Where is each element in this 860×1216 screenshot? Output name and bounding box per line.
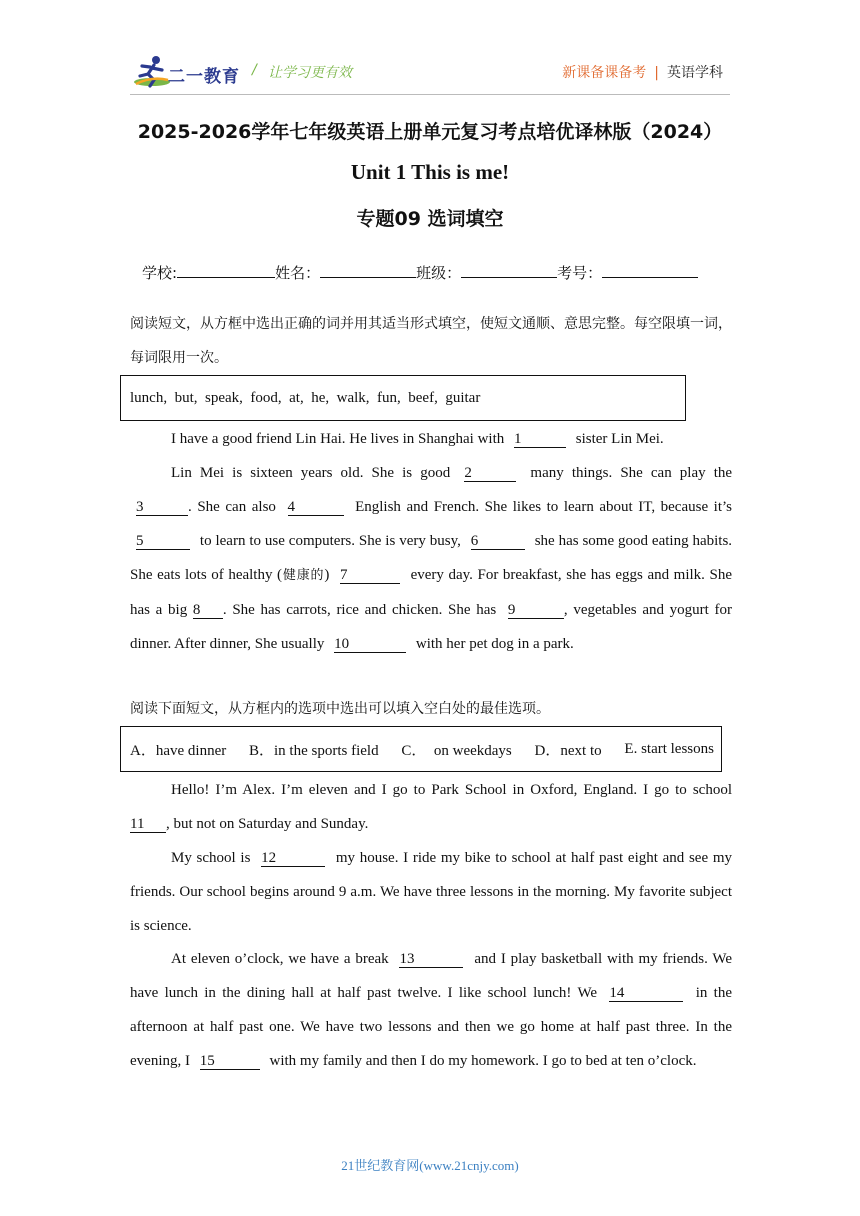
option-a: A．have dinner [130,742,227,759]
text-span: Hello! I’m Alex. I’m eleven and I go to Park School in Oxford, England. I go to school [171,782,732,798]
text-span: many things. She can play the [530,465,733,481]
blank-6[interactable]: 6 [471,533,525,550]
text-span: I have a good friend Lin Hai. He lives in Shanghai with [171,431,505,447]
header-divider: | [654,65,659,81]
text-span: At eleven o’clock, we have a break [171,951,389,967]
blank-9[interactable]: 9 [508,602,564,619]
section2-instruction: 阅读下面短文，从方框内的选项中选出可以填入空白处的最佳选项。 [130,701,550,717]
header-subject-label: 英语学科 [667,65,723,81]
school-label: 学校: [142,264,178,282]
slogan-separator: / [252,62,257,78]
header-course-label: 新课备课备考 [562,65,647,81]
exam-number-label: 考号： [557,264,603,282]
text-span: with my family and then I do my homework. I go to bed at ten o’clock. [269,1053,697,1069]
text-span: my house. I ride my bike to school at half past eight and see my friends. Our school begins around 9 a.m. We have three lessons in the morning. My favorite subject is science. [130,850,732,934]
name-label: 姓名： [275,264,321,282]
blank-12[interactable]: 12 [261,850,325,867]
blank-14[interactable]: 14 [609,985,683,1002]
text-span: My school is [171,850,251,866]
option-d: D．next to [534,742,602,759]
chinese-gloss: 健康的 [282,568,325,583]
text-span: Lin Mei is sixteen years old. She is good [171,465,451,481]
text-span: ) [324,567,330,583]
text-span: with her pet dog in a park. [415,636,574,652]
option-b: B．in the sports field [249,742,379,759]
text-span: , but not on Saturday and Sunday. [166,816,369,832]
blank-15[interactable]: 15 [200,1053,260,1070]
blank-11[interactable]: 11 [130,816,166,833]
text-span: . She can also [188,499,276,515]
text-span: she has some good eating habits. She eats lots of healthy ( [130,533,733,583]
blank-1[interactable]: 1 [514,431,566,448]
blank-13[interactable]: 13 [399,951,463,968]
text-span: to learn to use computers. She is very busy, [199,533,461,549]
header-right [562,62,723,82]
blank-5[interactable]: 5 [136,533,190,550]
topic-title: 专题09 选词填空 [356,208,504,230]
section2-option-box [120,726,722,772]
exam-number-blank[interactable] [602,263,698,278]
blank-7[interactable]: 7 [340,567,400,584]
class-label: 班级： [416,264,462,282]
blank-4[interactable]: 4 [288,499,344,516]
blank-8[interactable]: 8 [193,602,223,619]
text-span: sister Lin Mei. [575,431,664,447]
student-info-line [142,262,698,283]
school-blank[interactable] [177,263,275,278]
section1-paragraph-1 [130,422,732,456]
slogan: 让学习更有效 [268,65,352,81]
blank-10[interactable]: 10 [334,636,406,653]
page-footer[interactable]: 21世纪教育网(www.21cnjy.com) [341,1158,519,1173]
header-rule [130,94,730,95]
word-box-text: lunch, but, speak, food, at, he, walk, fun, beef, guitar [130,389,481,406]
name-blank[interactable] [320,263,416,278]
blank-3[interactable]: 3 [136,499,188,516]
document-title: 2025-2026学年七年级英语上册单元复习考点培优译林版（2024） [137,121,723,143]
option-e: E. start lessons [624,740,714,757]
section2-paragraph-1 [130,773,732,841]
unit-title: Unit 1 This is me! [350,160,510,184]
section1-paragraph-2 [130,456,732,661]
text-span: , vegetables and yogurt for dinner. After dinner, She usually [130,602,732,652]
logo-text: 二一教育 [168,67,240,87]
blank-2[interactable]: 2 [464,465,516,482]
option-c: C． on weekdays [401,742,512,759]
section2-paragraph-3 [130,942,732,1078]
section1-instruction: 阅读短文，从方框中选出正确的词并用其适当形式填空，使短文通顺、意思完整。每空限填一词，每词限用一次。 [130,316,732,366]
text-span: every day. For breakfast, she has eggs and milk. She has a big [130,567,733,618]
text-span: and I play basketball with my friends. We have lunch in the dining hall at half past twelve. I like school lunch! We [130,951,733,1001]
section1-word-box [120,375,686,421]
text-span: . She has carrots, rice and chicken. She has [222,602,497,618]
text-span: English and French. She likes to learn about IT, because it’s [355,499,733,515]
section2-paragraph-2 [130,841,732,943]
page-header [0,0,860,100]
class-blank[interactable] [461,263,557,278]
text-span: in the afternoon at half past one. We have two lessons and then we go home at half past three. In the evening, I [130,985,733,1069]
